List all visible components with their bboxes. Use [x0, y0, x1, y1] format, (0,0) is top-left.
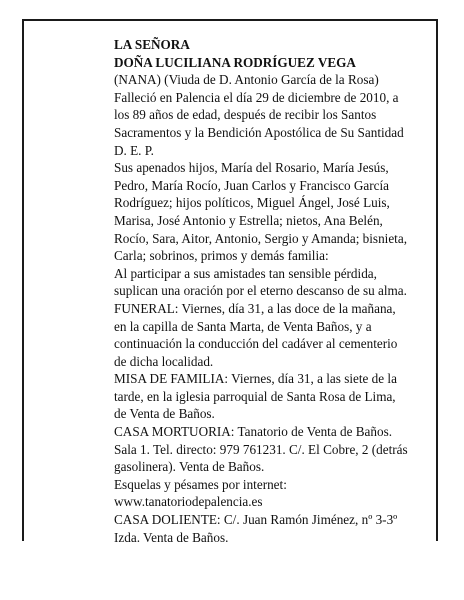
- notice-line: D. E. P.: [114, 142, 154, 158]
- obituary-text: [114, 36, 419, 546]
- notice-line: FUNERAL: Viernes, día 31, a las doce de la mañana,: [114, 300, 396, 316]
- notice-line: CASA MORTUORIA: Tanatorio de Venta de Baños.: [114, 424, 393, 440]
- notice-line: (NANA) (Viuda de D. Antonio García de la Rosa): [114, 72, 379, 88]
- notice-line: Pedro, María Rocío, Juan Carlos y Francisco García: [114, 177, 390, 193]
- notice-line: Carla; sobrinos, primos y demás familia:: [114, 248, 329, 264]
- notice-line: gasolinera). Venta de Baños.: [114, 459, 265, 475]
- notice-line: en la capilla de Santa Marta, de Venta Baños, y a: [114, 318, 372, 334]
- deceased-name: DOÑA LUCILIANA RODRÍGUEZ VEGA: [114, 54, 356, 70]
- notice-line: de Venta de Baños.: [114, 406, 215, 422]
- notice-line: Falleció en Palencia el día 29 de diciembre de 2010, a: [114, 89, 399, 105]
- notice-line: Esquelas y pésames por internet:: [114, 476, 287, 492]
- notice-line: los 89 años de edad, después de recibir los Santos: [114, 107, 377, 123]
- notice-line: Al participar a sus amistades tan sensible pérdida,: [114, 265, 377, 281]
- notice-line: Izda. Venta de Baños.: [114, 529, 229, 545]
- notice-line: tarde, en la iglesia parroquial de Santa Rosa de Lima,: [114, 388, 396, 404]
- notice-line: de dicha localidad.: [114, 353, 214, 369]
- notice-line: MISA DE FAMILIA: Viernes, día 31, a las siete de la: [114, 371, 397, 387]
- notice-line: Sala 1. Tel. directo: 979 761231. C/. El Cobre, 2 (detrás: [114, 441, 408, 457]
- notice-line: Sus apenados hijos, María del Rosario, María Jesús,: [114, 160, 389, 176]
- notice-line: CASA DOLIENTE: C/. Juan Ramón Jiménez, nº 3-3º: [114, 512, 398, 528]
- notice-line: www.tanatoriodepalencia.es: [114, 494, 263, 510]
- notice-line: suplican una oración por el eterno descanso de su alma.: [114, 283, 407, 299]
- notice-line: Rocío, Sara, Aitor, Antonio, Sergio y Amanda; bisnieta,: [114, 230, 407, 246]
- notice-title: LA SEÑORA: [114, 37, 190, 52]
- notice-line: Marisa, José Antonio y Estrella; nietos, Ana Belén,: [114, 212, 383, 228]
- notice-line: Rodríguez; hijos políticos, Miguel Ángel, José Luis,: [114, 195, 390, 211]
- notice-line: continuación la conducción del cadáver al cementerio: [114, 336, 398, 352]
- notice-line: Sacramentos y la Bendición Apostólica de Su Santidad: [114, 124, 404, 140]
